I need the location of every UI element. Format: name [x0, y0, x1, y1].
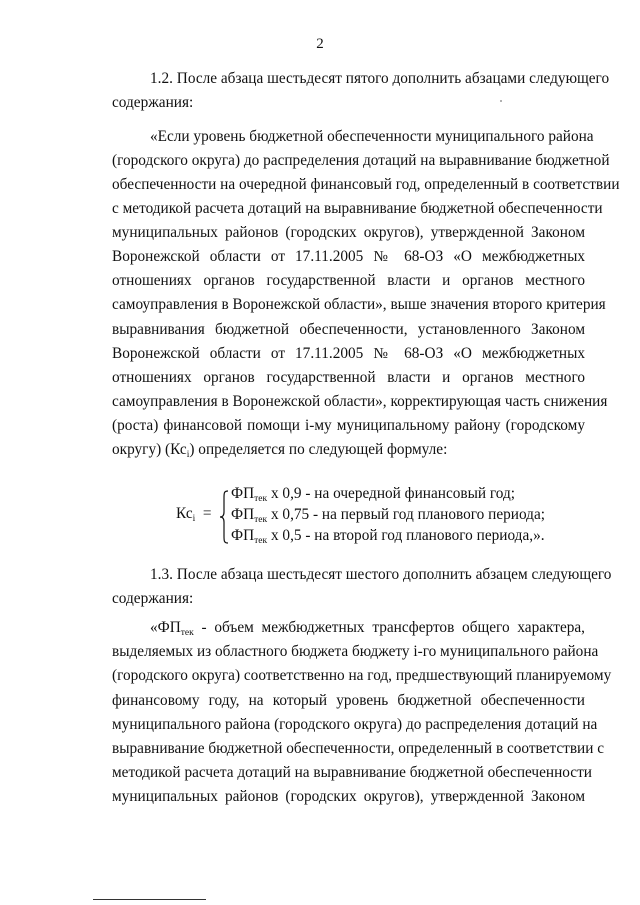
- section-1-2-body-line: обеспеченности на очередной финансовый год, определенный в соответствии: [112, 176, 620, 193]
- text-run: - объем межбюджетных трансфертов общего характера,: [193, 619, 585, 636]
- formula-term-subscript: тек: [254, 494, 268, 504]
- section-1-3-body-line: финансовому году, на который уровень бюджетной обеспеченности: [112, 692, 585, 709]
- section-1-3-body-line: выделяемых из областного бюджета бюджету i-го муниципального района: [112, 643, 599, 660]
- formula-term-subscript: тек: [254, 515, 268, 525]
- section-1-3-heading-line-1: 1.3. После абзаца шестьдесят шестого дополнить абзацем следующего: [150, 566, 612, 583]
- section-1-2-body-line: выравнивания бюджетной обеспеченности, установленного Законом: [112, 321, 585, 338]
- footnote-divider: [93, 899, 206, 900]
- page-number: 2: [316, 36, 324, 52]
- section-1-2-heading-line-2: содержания:: [112, 94, 194, 111]
- section-1-3-body-line: выравнивание бюджетной обеспеченности, определенный в соответствии с: [112, 740, 605, 757]
- formula-line-2: [231, 506, 545, 524]
- text-run: ) определяется по следующей формуле:: [189, 441, 448, 458]
- formula-line-1: [231, 485, 515, 503]
- section-1-3-first-line: [150, 616, 585, 640]
- formula-term: ФП: [231, 527, 255, 544]
- formula-line-3: [231, 527, 545, 545]
- section-1-2-heading-line-1: 1.2. После абзаца шестьдесят пятого дополнить абзацами следующего: [150, 70, 610, 87]
- section-1-2-body-line: с методикой расчета дотаций на выравнивание бюджетной обеспеченности: [112, 200, 603, 217]
- section-1-2-body-line: Воронежской области от 17.11.2005 № 68-ОЗ «О межбюджетных: [112, 345, 585, 362]
- section-1-3-body-line: методикой расчета дотаций на выравнивание бюджетной обеспеченности: [112, 764, 592, 781]
- section-1-2-body-line: отношениях органов государственной власти и органов местного: [112, 272, 585, 289]
- section-1-3-body-line: (городского округа) соответственно на год, предшествующий планируемому: [112, 667, 612, 684]
- formula-lhs: [176, 505, 212, 523]
- text-run: «ФП: [150, 619, 181, 636]
- curly-brace: [219, 490, 229, 544]
- text-run: округу) (Кс: [112, 441, 187, 458]
- section-1-2-body-line: самоуправления в Воронежской области», корректирующая часть снижения: [112, 393, 608, 410]
- section-1-2-body-line: Воронежской области от 17.11.2005 № 68-ОЗ «О межбюджетных: [112, 248, 585, 265]
- formula-text: х 0,75 - на первый год планового периода;: [267, 506, 545, 523]
- formula-term-subscript: тек: [254, 536, 268, 546]
- section-1-3-body-line: муниципального района (городского округа) до распределения дотаций на: [112, 716, 598, 733]
- section-1-2-body-line: муниципальных районов (городских округов), утвержденной Законом: [112, 224, 585, 241]
- section-1-3-body-line: муниципальных районов (городских округов), утвержденной Законом: [112, 788, 585, 805]
- formula-lhs-subscript: i: [192, 514, 196, 524]
- formula-text: х 0,9 - на очередной финансовый год;: [267, 485, 516, 502]
- formula-equals: =: [202, 505, 212, 522]
- formula-lhs-main: Кс: [176, 505, 193, 522]
- formula-term: ФП: [231, 506, 255, 523]
- formula-term: ФП: [231, 485, 255, 502]
- section-1-2-body-line: (роста) финансовой помощи i-му муниципальному району (городскому: [112, 417, 585, 434]
- section-1-2-body-line: «Если уровень бюджетной обеспеченности муниципального района: [150, 128, 594, 145]
- section-1-3-heading-line-2: содержания:: [112, 590, 194, 607]
- subscript: тек: [180, 628, 194, 638]
- section-1-2-body-last-line: [112, 438, 585, 462]
- section-1-2-body-line: (городского округа) до распределения дотаций на выравнивание бюджетной: [112, 152, 610, 169]
- subscript: i: [186, 450, 190, 460]
- formula-block: [0, 485, 640, 547]
- formula-text: х 0,5 - на второй год планового периода,».: [267, 527, 545, 544]
- section-1-2-body-line: самоуправления в Воронежской области», выше значения второго критерия: [112, 296, 606, 313]
- section-1-2-body-line: отношениях органов государственной власти и органов местного: [112, 369, 585, 386]
